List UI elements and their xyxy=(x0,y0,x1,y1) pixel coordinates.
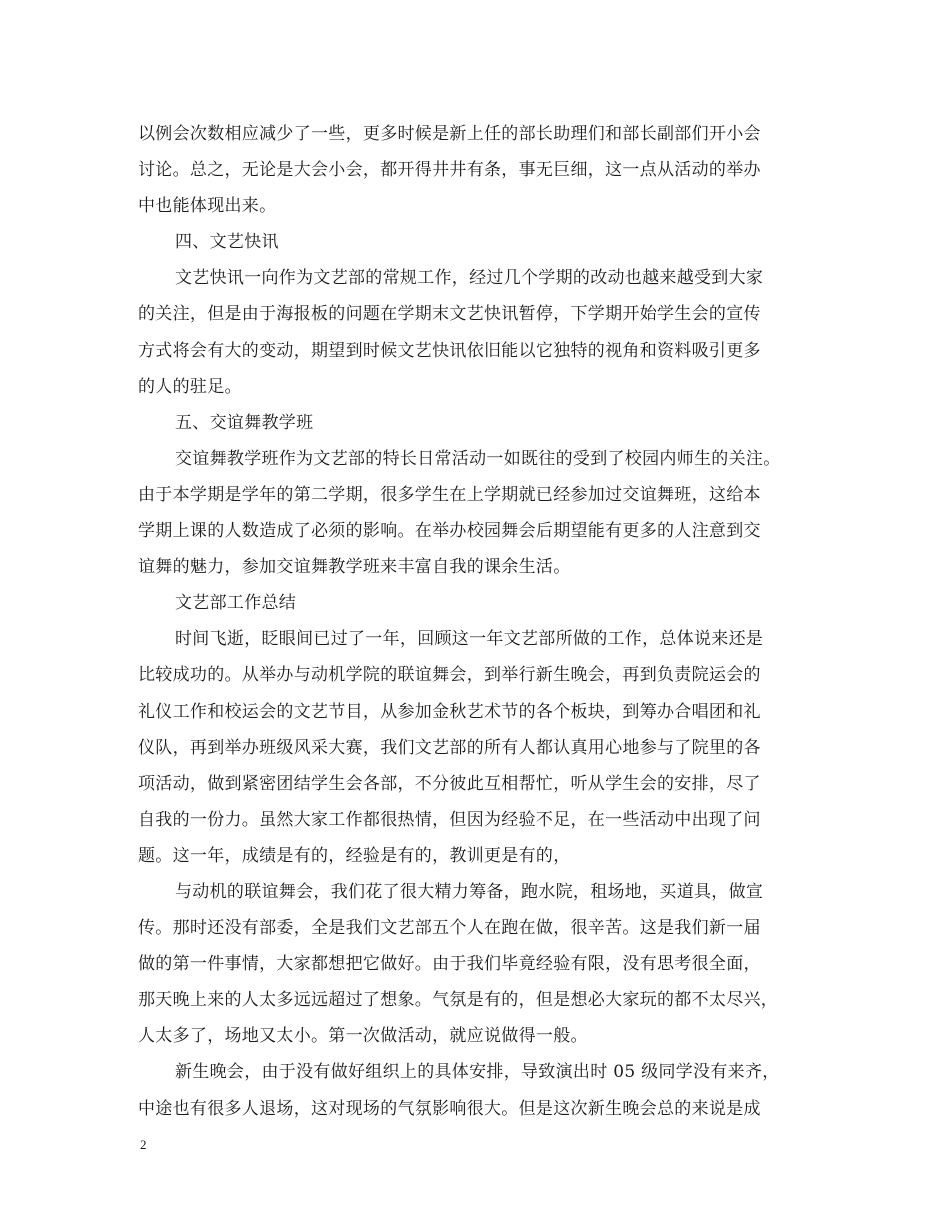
text-line: 的人的驻足。 xyxy=(138,376,242,397)
page-number: 2 xyxy=(140,1137,147,1152)
section-heading: 文艺部工作总结 xyxy=(175,593,297,614)
text-line: 传。那时还没有部委，全是我们文艺部五个人在跑在做，很辛苦。这是我们新一届 xyxy=(138,918,761,939)
text-line: 与动机的联谊舞会，我们花了很大精力筹备，跑水院，租场地，买道具，做宣 xyxy=(175,881,764,902)
text-line: 比较成功的。从举办与动机学院的联谊舞会，到举行新生晚会，再到负责院运会的 xyxy=(138,665,761,686)
text-line: 中途也有很多人退场，这对现场的气氛影响很大。但是这次新生晚会总的来说是成 xyxy=(138,1098,761,1119)
text-line: 以例会次数相应减少了一些，更多时候是新上任的部长助理们和部长副部们开小会 xyxy=(138,124,761,144)
text-line: 自我的一份力。虽然大家工作都很热情，但因为经验不足，在一些活动中出现了问 xyxy=(138,809,761,830)
text-line: 人太多了，场地又太小。第一次做活动，就应说做得一般。 xyxy=(138,1026,588,1047)
section-heading: 四、文艺快讯 xyxy=(175,232,279,253)
text-line: 讨论。总之，无论是大会小会，都开得井井有条，事无巨细，这一点从活动的举办 xyxy=(138,160,761,181)
text-line: 由于本学期是学年的第二学期，很多学生在上学期就已经参加过交谊舞班，这给本 xyxy=(138,484,761,505)
text-line: 学期上课的人数造成了必须的影响。在举办校园舞会后期望能有更多的人注意到交 xyxy=(138,521,761,542)
text-line: 时间飞逝，眨眼间已过了一年，回顾这一年文艺部所做的工作，总体说来还是 xyxy=(175,629,764,650)
text-line: 做的第一件事情，大家都想把它做好。由于我们毕竟经验有限，没有思考很全面， xyxy=(138,954,761,975)
text-line: 新生晚会，由于没有做好组织上的具体安排，导致演出时 05 级同学没有来齐， xyxy=(175,1062,780,1083)
body-text xyxy=(138,116,828,1127)
section-heading: 五、交谊舞教学班 xyxy=(175,412,314,433)
text-line: 仪队，再到举办班级风采大赛，我们文艺部的所有人都认真用心地参与了院里的各 xyxy=(138,737,761,758)
text-line: 谊舞的魅力，参加交谊舞教学班来丰富自我的课余生活。 xyxy=(138,557,571,578)
text-line: 的关注，但是由于海报板的问题在学期末文艺快讯暂停，下学期开始学生会的宣传 xyxy=(138,304,761,325)
text-line: 中也能体现出来。 xyxy=(138,196,277,217)
text-line: 那天晚上来的人太多远远超过了想象。气氛是有的，但是想必大家玩的都不太尽兴， xyxy=(138,990,779,1011)
text-line: 礼仪工作和校运会的文艺节目，从参加金秋艺术节的各个板块，到筹办合唱团和礼 xyxy=(138,701,761,722)
text-line: 文艺快讯一向作为文艺部的常规工作，经过几个学期的改动也越来越受到大家 xyxy=(175,268,764,289)
text-line: 项活动，做到紧密团结学生会各部，不分彼此互相帮忙，听从学生会的安排，尽了 xyxy=(138,773,761,794)
text-line: 题。这一年，成绩是有的，经验是有的，教训更是有的， xyxy=(138,845,571,866)
text-line: 交谊舞教学班作为文艺部的特长日常活动一如既往的受到了校园内师生的关注。 xyxy=(175,448,781,469)
text-line: 方式将会有大的变动，期望到时候文艺快讯依旧能以它独特的视角和资料吸引更多 xyxy=(138,340,761,361)
